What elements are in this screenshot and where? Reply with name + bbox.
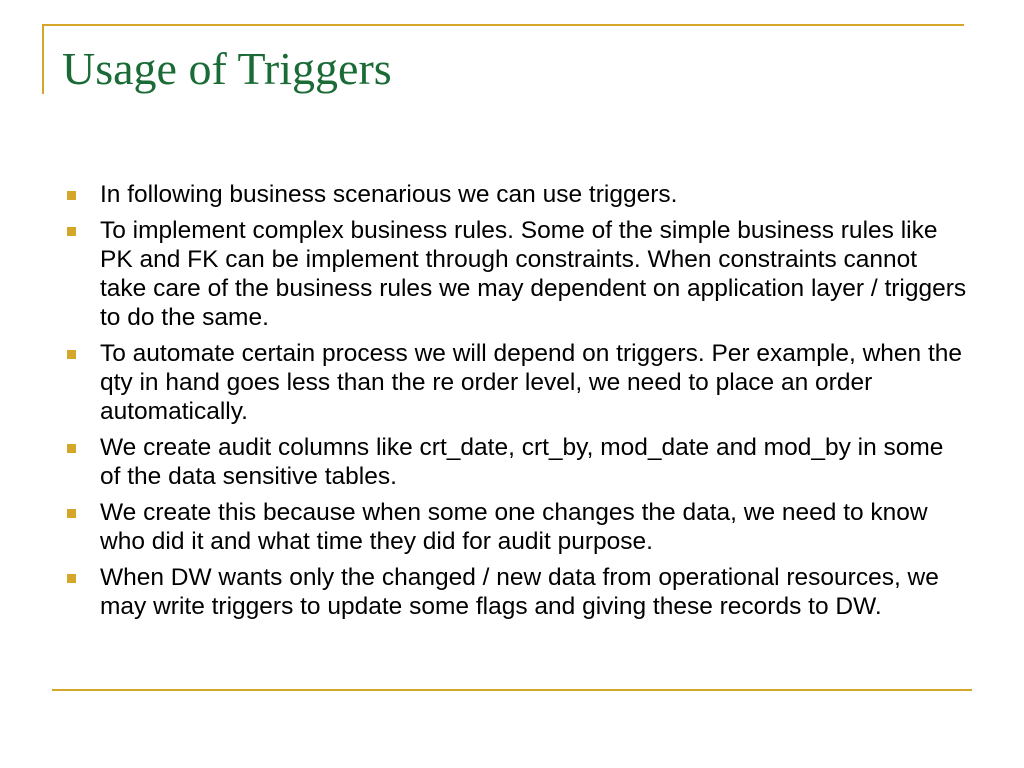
bullet-item xyxy=(64,180,969,209)
bullet-text: We create this because when some one changes the data, we need to know who did it and what time they did for audit purpose. xyxy=(100,499,928,555)
bullet-text: When DW wants only the changed / new data from operational resources, we may write triggers to update some flags and giving these records to DW. xyxy=(100,564,939,620)
square-bullet-icon xyxy=(67,509,76,518)
frame-left-rule xyxy=(42,24,44,94)
square-bullet-icon xyxy=(67,444,76,453)
bullet-item xyxy=(64,433,969,491)
bullet-text: We create audit columns like crt_date, crt_by, mod_date and mod_by in some of the data sensitive tables. xyxy=(100,434,944,490)
slide-title: Usage of Triggers xyxy=(62,43,392,94)
square-bullet-icon xyxy=(67,350,76,359)
square-bullet-icon xyxy=(67,574,76,583)
frame-bottom-rule xyxy=(52,689,972,691)
bullet-item xyxy=(64,498,969,556)
bullet-text: In following business scenarious we can use triggers. xyxy=(100,181,678,208)
frame-top-rule xyxy=(42,24,964,26)
bullet-list xyxy=(64,180,969,628)
bullet-item xyxy=(64,216,969,332)
square-bullet-icon xyxy=(67,227,76,236)
bullet-item xyxy=(64,563,969,621)
bullet-text: To automate certain process we will depend on triggers. Per example, when the qty in hand goes less than the re order level, we need to place an order automatically. xyxy=(100,340,963,425)
bullet-text: To implement complex business rules. Some of the simple business rules like PK and FK can be implement through constraints. When constraints cannot take care of the business rules we may dependent on application layer / triggers to do the same. xyxy=(100,217,967,331)
square-bullet-icon xyxy=(67,191,76,200)
bullet-item xyxy=(64,339,969,426)
